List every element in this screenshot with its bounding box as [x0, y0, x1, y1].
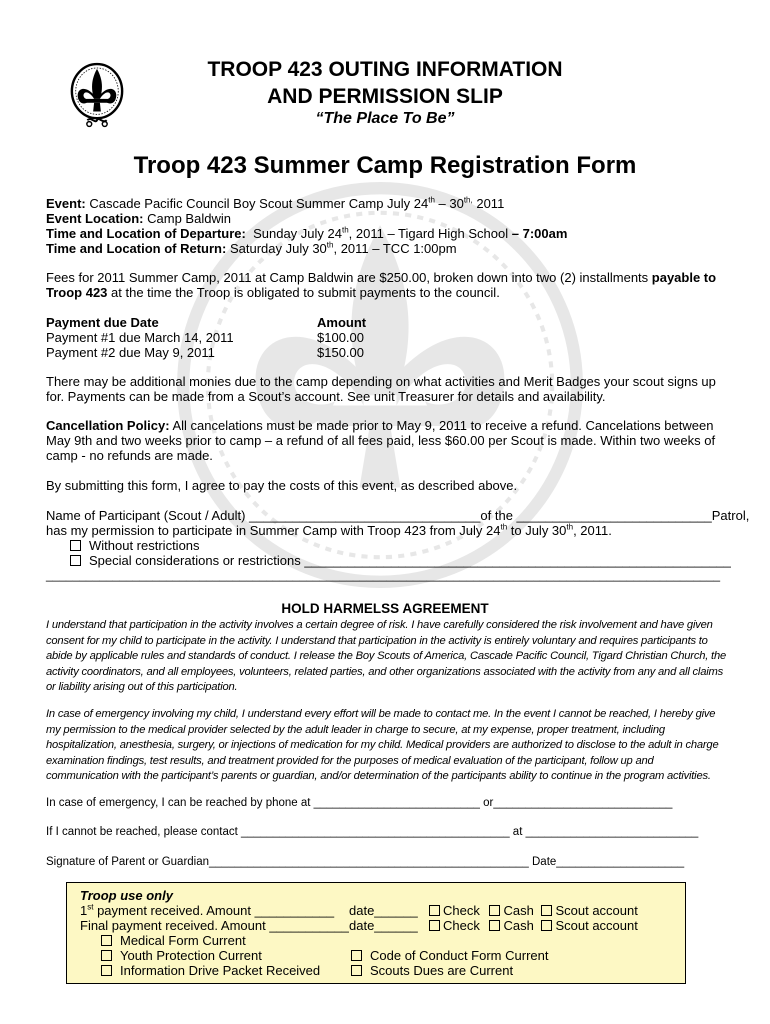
payment-1-amount: $100.00: [317, 330, 364, 345]
title-line-1: TROOP 423 OUTING INFORMATION: [207, 58, 563, 81]
hold-harmless-title: HOLD HARMELSS AGREEMENT: [281, 601, 489, 616]
hold-harmless-paragraph-2: In case of emergency involving my child, I understand every effort will be made to contact me. In the event I cannot be reached, I hereby give my permission to the medical provider selected by the adult leader in charge to secure, at my expense, proper treatment, including hospitalization, anesthesia, surgery, or injections of medication for my child. Medical providers are authorized to disclose to the adult in charge examination findings, test results, and treatment provided for the purposes of medical evaluation of the participant, follow up and communication with the participant’s parents or guardian, and/or determination of the participants ability to continue in the program activities.: [46, 708, 719, 783]
youth-protection-item[interactable]: Youth Protection Current: [101, 948, 262, 963]
checkbox-icon[interactable]: [351, 965, 362, 976]
checkbox-icon[interactable]: [101, 935, 112, 946]
check-checkbox-icon[interactable]: [429, 905, 440, 916]
troop-use-title: Troop use only: [80, 888, 173, 903]
first-payment-methods[interactable]: Check Cash Scout account: [429, 903, 638, 918]
cash-checkbox-icon[interactable]: [489, 920, 500, 931]
medical-form-item[interactable]: Medical Form Current: [101, 933, 246, 948]
check-checkbox-icon[interactable]: [429, 920, 440, 931]
payment-1-due: Payment #1 due March 14, 2011: [46, 330, 234, 345]
return-line: Time and Location of Return: Saturday July 30th, 2011 – TCC 1:00pm: [46, 240, 457, 256]
final-payment-methods[interactable]: Check Cash Scout account: [429, 918, 638, 933]
motto: “The Place To Be”: [315, 110, 455, 127]
departure-line: Time and Location of Departure: Sunday July 24th, 2011 – Tigard High School – 7:00am: [46, 225, 568, 241]
checkbox-icon[interactable]: [101, 950, 112, 961]
emergency-phone-line[interactable]: In case of emergency, I can be reached by phone at __________________________ or____________________________: [46, 797, 673, 809]
scouts-dues-item[interactable]: Scouts Dues are Current: [351, 963, 513, 978]
information-packet-item[interactable]: Information Drive Packet Received: [101, 963, 320, 978]
checkbox-icon[interactable]: [70, 540, 81, 551]
first-payment-date[interactable]: date______: [349, 903, 418, 918]
hold-harmless-paragraph-1: I understand that participation in the activity involves a certain degree of risk. I have carefully considered the risk involvement and have given consent for my child to participate in the activity. I understand that participation in the activity is entirely voluntary and requires participants to abide by applicable rules and standards of conduct. I release the Boy Scouts of America, Cascade Pacific Council, Tigard Christian Church, the activity coordinators, and all employees, volunteers, related parties, and other organizations associated with the activity from any and all claims or liability arising out of this participation.: [46, 619, 727, 694]
form-title: Troop 423 Summer Camp Registration Form: [133, 152, 637, 179]
cancellation-paragraph: Cancellation Policy: All cancelations must be made prior to May 9, 2011 to receive a refund. Cancelations between May 9th and two weeks prior to camp – a refund of all fees paid, less $60.00 per Scout is made. Within two weeks of camp - no refunds are made.: [46, 418, 716, 463]
payment-2-due: Payment #2 due May 9, 2011: [46, 345, 215, 360]
fees-paragraph: Fees for 2011 Summer Camp, 2011 at Camp Baldwin are $250.00, broken down into two (2) installments payable to Troop 423 at the time the Troop is obligated to submit payments to the council.: [46, 270, 717, 300]
restrictions-extra-line[interactable]: _____________________________________________________________________________________________________: [46, 568, 721, 582]
agree-paragraph: By submitting this form, I agree to pay the costs of this event, as described above.: [46, 478, 518, 493]
scout-account-checkbox-icon[interactable]: [541, 920, 552, 931]
checkbox-icon[interactable]: [351, 950, 362, 961]
event-location-line: Event Location: Camp Baldwin: [46, 211, 231, 226]
participant-name-line: Name of Participant (Scout / Adult) ________________________________of the ___________________________Patrol,: [46, 508, 750, 523]
option-without-restrictions[interactable]: Without restrictions: [70, 538, 200, 553]
final-payment-date[interactable]: date______: [349, 918, 418, 933]
checkbox-icon[interactable]: [70, 555, 81, 566]
signature-line[interactable]: Signature of Parent or Guardian__________________________________________________ Date____________________: [46, 856, 685, 868]
code-of-conduct-item[interactable]: Code of Conduct Form Current: [351, 948, 548, 963]
scout-account-checkbox-icon[interactable]: [541, 905, 552, 916]
alternate-contact-line[interactable]: If I cannot be reached, please contact __________________________________________ at ___________________________: [46, 826, 699, 838]
payment-2-amount: $150.00: [317, 345, 364, 360]
checkbox-icon[interactable]: [101, 965, 112, 976]
final-payment-line: Final payment received. Amount ___________: [80, 918, 349, 933]
title-line-2: AND PERMISSION SLIP: [267, 85, 503, 108]
participant-permission-line: has my permission to participate in Summer Camp with Troop 423 from July 24th to July 30th, 2011.: [46, 522, 612, 538]
payment-amount-header: Amount: [317, 315, 367, 330]
troop-use-box: [66, 882, 686, 984]
first-payment-line: 1st payment received. Amount ___________: [80, 902, 335, 918]
option-special-considerations[interactable]: Special considerations or restrictions ___________________________________________________________: [70, 553, 731, 568]
cash-checkbox-icon[interactable]: [489, 905, 500, 916]
additional-monies-paragraph: There may be additional monies due to the camp depending on what activities and Merit Badges your scout signs up for. Payments can be made from a Scout’s account. See unit Treasurer for details and availability.: [46, 374, 716, 404]
payment-due-header: Payment due Date: [46, 315, 159, 330]
event-line: Event: Cascade Pacific Council Boy Scout Summer Camp July $24th - 30^{th,}$ 2011: [46, 195, 505, 211]
